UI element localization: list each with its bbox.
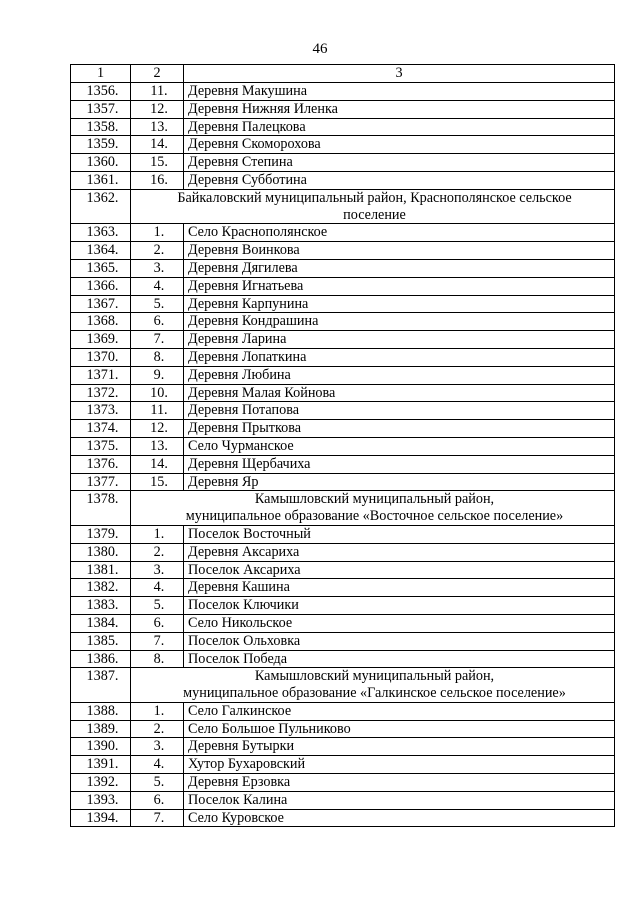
settlement-name: Деревня Кондрашина bbox=[184, 313, 615, 331]
row-number: 1384. bbox=[71, 614, 131, 632]
settlement-name: Поселок Калина bbox=[184, 791, 615, 809]
table-row bbox=[71, 614, 615, 632]
row-sub-number: 14. bbox=[131, 455, 184, 473]
settlement-name: Деревня Прыткова bbox=[184, 420, 615, 438]
row-sub-number: 8. bbox=[131, 650, 184, 668]
row-number: 1381. bbox=[71, 561, 131, 579]
row-number: 1380. bbox=[71, 543, 131, 561]
settlement-name: Деревня Бутырки bbox=[184, 738, 615, 756]
settlement-table bbox=[70, 64, 615, 827]
row-sub-number: 9. bbox=[131, 366, 184, 384]
header-col-2: 2 bbox=[131, 65, 184, 83]
settlement-name: Поселок Аксариха bbox=[184, 561, 615, 579]
table-row bbox=[71, 100, 615, 118]
table-row bbox=[71, 809, 615, 827]
table-row bbox=[71, 348, 615, 366]
row-number: 1391. bbox=[71, 756, 131, 774]
table-row bbox=[71, 331, 615, 349]
row-number: 1377. bbox=[71, 473, 131, 491]
section-row bbox=[71, 491, 615, 526]
section-row bbox=[71, 668, 615, 703]
row-sub-number: 4. bbox=[131, 756, 184, 774]
row-number: 1389. bbox=[71, 720, 131, 738]
row-number: 1371. bbox=[71, 366, 131, 384]
table-row bbox=[71, 136, 615, 154]
row-number: 1367. bbox=[71, 295, 131, 313]
settlement-name: Деревня Дягилева bbox=[184, 259, 615, 277]
table-row bbox=[71, 366, 615, 384]
row-sub-number: 14. bbox=[131, 136, 184, 154]
table-row bbox=[71, 171, 615, 189]
settlement-name: Поселок Ольховка bbox=[184, 632, 615, 650]
settlement-name: Деревня Ларина bbox=[184, 331, 615, 349]
row-number: 1364. bbox=[71, 242, 131, 260]
row-number: 1368. bbox=[71, 313, 131, 331]
settlement-name: Деревня Любина bbox=[184, 366, 615, 384]
table-row bbox=[71, 579, 615, 597]
settlement-name: Село Никольское bbox=[184, 614, 615, 632]
table-row bbox=[71, 650, 615, 668]
row-sub-number: 12. bbox=[131, 100, 184, 118]
settlement-name: Деревня Лопаткина bbox=[184, 348, 615, 366]
row-sub-number: 12. bbox=[131, 420, 184, 438]
row-sub-number: 7. bbox=[131, 331, 184, 349]
settlement-name: Село Галкинское bbox=[184, 702, 615, 720]
settlement-name: Деревня Яр bbox=[184, 473, 615, 491]
settlement-name: Деревня Карпунина bbox=[184, 295, 615, 313]
section-title bbox=[131, 668, 615, 703]
row-number: 1362. bbox=[71, 189, 131, 224]
section-title-line: муниципальное образование «Галкинское сельское поселение» bbox=[183, 685, 566, 702]
row-number: 1360. bbox=[71, 154, 131, 172]
row-number: 1387. bbox=[71, 668, 131, 703]
table-row bbox=[71, 756, 615, 774]
row-number: 1373. bbox=[71, 402, 131, 420]
row-number: 1386. bbox=[71, 650, 131, 668]
row-sub-number: 5. bbox=[131, 597, 184, 615]
table-row bbox=[71, 561, 615, 579]
row-sub-number: 15. bbox=[131, 154, 184, 172]
row-number: 1359. bbox=[71, 136, 131, 154]
row-number: 1394. bbox=[71, 809, 131, 827]
row-sub-number: 5. bbox=[131, 774, 184, 792]
row-sub-number: 6. bbox=[131, 791, 184, 809]
row-number: 1376. bbox=[71, 455, 131, 473]
section-row bbox=[71, 189, 615, 224]
row-number: 1361. bbox=[71, 171, 131, 189]
settlement-name: Деревня Малая Койнова bbox=[184, 384, 615, 402]
settlement-name: Деревня Потапова bbox=[184, 402, 615, 420]
row-sub-number: 1. bbox=[131, 525, 184, 543]
table-row bbox=[71, 632, 615, 650]
row-sub-number: 7. bbox=[131, 809, 184, 827]
table-row bbox=[71, 259, 615, 277]
table-row bbox=[71, 313, 615, 331]
table-row bbox=[71, 295, 615, 313]
row-sub-number: 5. bbox=[131, 295, 184, 313]
row-sub-number: 10. bbox=[131, 384, 184, 402]
row-number: 1363. bbox=[71, 224, 131, 242]
settlement-name: Поселок Победа bbox=[184, 650, 615, 668]
section-title-line: Камышловский муниципальный район, bbox=[254, 491, 495, 508]
row-number: 1382. bbox=[71, 579, 131, 597]
table-row bbox=[71, 420, 615, 438]
row-number: 1390. bbox=[71, 738, 131, 756]
settlement-name: Деревня Кашина bbox=[184, 579, 615, 597]
section-title-line: Байкаловский муниципальный район, Краснополянское сельское bbox=[177, 189, 572, 206]
row-number: 1357. bbox=[71, 100, 131, 118]
row-sub-number: 7. bbox=[131, 632, 184, 650]
table-row bbox=[71, 154, 615, 172]
row-sub-number: 15. bbox=[131, 473, 184, 491]
row-sub-number: 13. bbox=[131, 118, 184, 136]
row-number: 1378. bbox=[71, 491, 131, 526]
table-row bbox=[71, 277, 615, 295]
row-number: 1388. bbox=[71, 702, 131, 720]
table-row bbox=[71, 402, 615, 420]
settlement-name: Деревня Палецкова bbox=[184, 118, 615, 136]
row-number: 1358. bbox=[71, 118, 131, 136]
table-row bbox=[71, 525, 615, 543]
section-title-line: поселение bbox=[343, 206, 406, 223]
table-row bbox=[71, 118, 615, 136]
table-row bbox=[71, 720, 615, 738]
table-row bbox=[71, 242, 615, 260]
row-sub-number: 3. bbox=[131, 738, 184, 756]
settlement-name: Деревня Воинкова bbox=[184, 242, 615, 260]
row-sub-number: 2. bbox=[131, 720, 184, 738]
table-row bbox=[71, 597, 615, 615]
row-sub-number: 8. bbox=[131, 348, 184, 366]
row-number: 1366. bbox=[71, 277, 131, 295]
row-sub-number: 4. bbox=[131, 277, 184, 295]
row-sub-number: 1. bbox=[131, 224, 184, 242]
row-sub-number: 16. bbox=[131, 171, 184, 189]
settlement-name: Деревня Игнатьева bbox=[184, 277, 615, 295]
table-row bbox=[71, 543, 615, 561]
settlement-name: Деревня Аксариха bbox=[184, 543, 615, 561]
table-row bbox=[71, 384, 615, 402]
row-sub-number: 4. bbox=[131, 579, 184, 597]
row-sub-number: 3. bbox=[131, 561, 184, 579]
table-row bbox=[71, 437, 615, 455]
row-sub-number: 6. bbox=[131, 614, 184, 632]
settlement-name: Деревня Ерзовка bbox=[184, 774, 615, 792]
table-header-row bbox=[71, 65, 615, 83]
settlement-name: Поселок Ключики bbox=[184, 597, 615, 615]
table-row bbox=[71, 774, 615, 792]
settlement-name: Село Большое Пульниково bbox=[184, 720, 615, 738]
row-number: 1392. bbox=[71, 774, 131, 792]
settlement-name: Хутор Бухаровский bbox=[184, 756, 615, 774]
settlement-name: Поселок Восточный bbox=[184, 525, 615, 543]
row-number: 1369. bbox=[71, 331, 131, 349]
row-sub-number: 11. bbox=[131, 402, 184, 420]
settlement-name: Деревня Щербачиха bbox=[184, 455, 615, 473]
section-title bbox=[131, 189, 615, 224]
settlement-name: Село Куровское bbox=[184, 809, 615, 827]
row-number: 1372. bbox=[71, 384, 131, 402]
table-row bbox=[71, 473, 615, 491]
row-sub-number: 2. bbox=[131, 242, 184, 260]
settlement-name: Деревня Степина bbox=[184, 154, 615, 172]
table-row bbox=[71, 455, 615, 473]
row-number: 1379. bbox=[71, 525, 131, 543]
row-sub-number: 13. bbox=[131, 437, 184, 455]
header-col-1: 1 bbox=[71, 65, 131, 83]
row-number: 1383. bbox=[71, 597, 131, 615]
settlement-name: Село Чурманское bbox=[184, 437, 615, 455]
row-sub-number: 3. bbox=[131, 259, 184, 277]
section-title bbox=[131, 491, 615, 526]
row-number: 1370. bbox=[71, 348, 131, 366]
table-row bbox=[71, 83, 615, 101]
table-row bbox=[71, 224, 615, 242]
row-number: 1385. bbox=[71, 632, 131, 650]
settlement-name: Деревня Макушина bbox=[184, 83, 615, 101]
row-number: 1356. bbox=[71, 83, 131, 101]
settlement-name: Деревня Скоморохова bbox=[184, 136, 615, 154]
section-title-line: муниципальное образование «Восточное сельское поселение» bbox=[185, 508, 564, 525]
settlement-name: Село Краснополянское bbox=[184, 224, 615, 242]
section-title-line: Камышловский муниципальный район, bbox=[254, 668, 495, 685]
table-row bbox=[71, 702, 615, 720]
table-row bbox=[71, 738, 615, 756]
row-number: 1365. bbox=[71, 259, 131, 277]
settlement-name: Деревня Субботина bbox=[184, 171, 615, 189]
row-number: 1374. bbox=[71, 420, 131, 438]
row-sub-number: 2. bbox=[131, 543, 184, 561]
table-row bbox=[71, 791, 615, 809]
settlement-name: Деревня Нижняя Иленка bbox=[184, 100, 615, 118]
row-sub-number: 1. bbox=[131, 702, 184, 720]
row-number: 1375. bbox=[71, 437, 131, 455]
row-sub-number: 11. bbox=[131, 83, 184, 101]
page-number: 46 bbox=[312, 41, 328, 57]
header-col-3: 3 bbox=[184, 65, 615, 83]
row-number: 1393. bbox=[71, 791, 131, 809]
row-sub-number: 6. bbox=[131, 313, 184, 331]
